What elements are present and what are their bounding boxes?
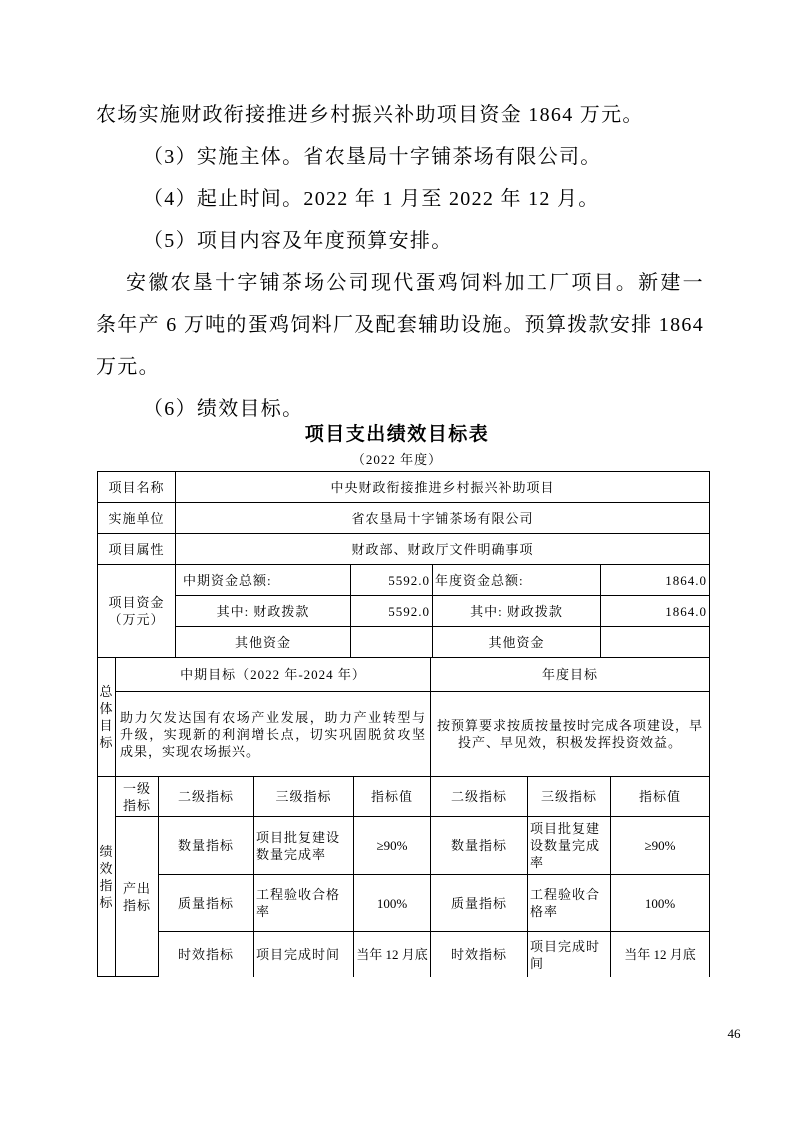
year-goal-text bbox=[431, 692, 709, 777]
indicator-row-quality bbox=[159, 875, 709, 932]
table-row-implement-unit bbox=[98, 503, 709, 534]
quantity-indicator-label-right: 数量指标 bbox=[431, 817, 528, 875]
body-line: 万元。 bbox=[96, 356, 160, 378]
year-goal-text-span: 按预算要求按质按量按时完成各项建设，早投产、早见效，积极发挥投资效益。 bbox=[436, 718, 703, 750]
table-row-project-attribute bbox=[98, 534, 709, 565]
value-header: 指标值 bbox=[354, 777, 431, 817]
funding-label: 项目资金（万元） bbox=[98, 565, 176, 658]
level1-header: 一级指标 bbox=[116, 777, 159, 817]
mid-goal-text-span: 助力欠发达国有农场产业发展，助力产业转型与升级，实现新的利润增长点，切实巩固脱贫攻坚成果，实现农场振兴。 bbox=[120, 709, 426, 759]
level2-header: 二级指标 bbox=[159, 777, 254, 817]
mid-other-value bbox=[351, 627, 433, 658]
level2-header-right: 二级指标 bbox=[431, 777, 528, 817]
implement-unit-value: 省农垦局十字铺茶场有限公司 bbox=[176, 503, 709, 534]
quality-indicator-label-right: 质量指标 bbox=[431, 875, 528, 932]
funding-row-total bbox=[176, 565, 709, 596]
project-name-value: 中央财政衔接推进乡村振兴补助项目 bbox=[176, 472, 709, 503]
body-line: 条年产 6 万吨的蛋鸡饲料厂及配套辅助设施。预算拨款安排 1864 bbox=[96, 314, 704, 336]
quality-indicator-name: 工程验收合格率 bbox=[254, 875, 354, 932]
mid-goal-text bbox=[116, 692, 431, 777]
performance-target-table bbox=[97, 471, 710, 977]
year-fiscal-value: 1864.0 bbox=[601, 596, 709, 627]
quality-indicator-label: 质量指标 bbox=[159, 875, 254, 932]
quantity-indicator-name: 项目批复建设数量完成率 bbox=[254, 817, 354, 875]
mid-fiscal-value: 5592.0 bbox=[351, 596, 433, 627]
year-goal-header: 年度目标 bbox=[431, 658, 709, 692]
overall-goal-label: 总体目标 bbox=[98, 658, 116, 777]
time-indicator-value: 当年 12 月底 bbox=[354, 932, 431, 977]
time-indicator-value-right: 当年 12 月底 bbox=[624, 947, 696, 962]
body-line: （6）绩效目标。 bbox=[143, 398, 304, 420]
funding-row-fiscal bbox=[176, 596, 709, 627]
time-indicator-label-right: 时效指标 bbox=[431, 932, 528, 977]
body-line: （3）实施主体。省农垦局十字铺茶场有限公司。 bbox=[143, 146, 602, 168]
table-title: 项目支出绩效目标表 bbox=[304, 424, 490, 445]
table-section-performance bbox=[98, 777, 709, 977]
body-text-block bbox=[96, 94, 704, 430]
body-line: 农场实施财政衔接推进乡村振兴补助项目资金 1864 万元。 bbox=[96, 104, 644, 126]
year-fiscal-label: 其中: 财政拨款 bbox=[433, 596, 601, 627]
level3-header-right: 三级指标 bbox=[528, 777, 611, 817]
indicator-row-quantity bbox=[159, 817, 709, 875]
quantity-indicator-label: 数量指标 bbox=[159, 817, 254, 875]
value-header-right: 指标值 bbox=[611, 777, 709, 817]
indicator-header-row bbox=[116, 777, 709, 817]
table-section-funding bbox=[98, 565, 709, 658]
quantity-indicator-value-right: ≥90% bbox=[611, 817, 709, 875]
year-other-value bbox=[601, 627, 709, 658]
table-subtitle: （2022 年度） bbox=[351, 452, 443, 467]
project-attribute-label: 项目属性 bbox=[98, 534, 176, 565]
project-name-label: 项目名称 bbox=[98, 472, 176, 503]
time-indicator-name: 项目完成时间 bbox=[254, 932, 354, 977]
mid-goal-header: 中期目标（2022 年-2024 年） bbox=[116, 658, 431, 692]
mid-total-value: 5592.0 bbox=[351, 565, 433, 596]
quality-indicator-value: 100% bbox=[354, 875, 431, 932]
body-line: （4）起止时间。2022 年 1 月至 2022 年 12 月。 bbox=[143, 188, 600, 210]
indicator-row-time bbox=[159, 932, 709, 977]
year-other-label: 其他资金 bbox=[433, 627, 601, 658]
time-indicator-label: 时效指标 bbox=[159, 932, 254, 977]
mid-fiscal-label: 其中: 财政拨款 bbox=[176, 596, 351, 627]
quality-indicator-name-right: 工程验收合格率 bbox=[528, 875, 611, 932]
body-line: （5）项目内容及年度预算安排。 bbox=[143, 230, 453, 252]
implement-unit-label: 实施单位 bbox=[98, 503, 176, 534]
level3-header: 三级指标 bbox=[254, 777, 354, 817]
body-line: 安徽农垦十字铺茶场公司现代蛋鸡饲料加工厂项目。新建一 bbox=[126, 272, 704, 294]
mid-other-label: 其他资金 bbox=[176, 627, 351, 658]
indicator-body bbox=[116, 817, 709, 977]
time-indicator-name-right: 项目完成时间 bbox=[528, 932, 611, 977]
goal-header-row bbox=[116, 658, 709, 692]
funding-row-other bbox=[176, 627, 709, 658]
table-section-overall-goal bbox=[98, 658, 709, 777]
quantity-indicator-name-right: 项目批复建设数量完成率 bbox=[528, 817, 611, 875]
quality-indicator-value-right: 100% bbox=[611, 875, 709, 932]
page-number: 46 bbox=[727, 1026, 741, 1041]
output-indicator-label: 产出指标 bbox=[116, 817, 159, 977]
mid-total-label: 中期资金总额: bbox=[176, 565, 351, 596]
table-row-project-name bbox=[98, 472, 709, 503]
project-attribute-value: 财政部、财政厅文件明确事项 bbox=[176, 534, 709, 565]
quantity-indicator-value: ≥90% bbox=[354, 817, 431, 875]
year-total-label: 年度资金总额: bbox=[433, 565, 601, 596]
goal-text-row bbox=[116, 692, 709, 777]
year-total-value: 1864.0 bbox=[601, 565, 709, 596]
performance-label: 绩效指标 bbox=[98, 777, 116, 977]
